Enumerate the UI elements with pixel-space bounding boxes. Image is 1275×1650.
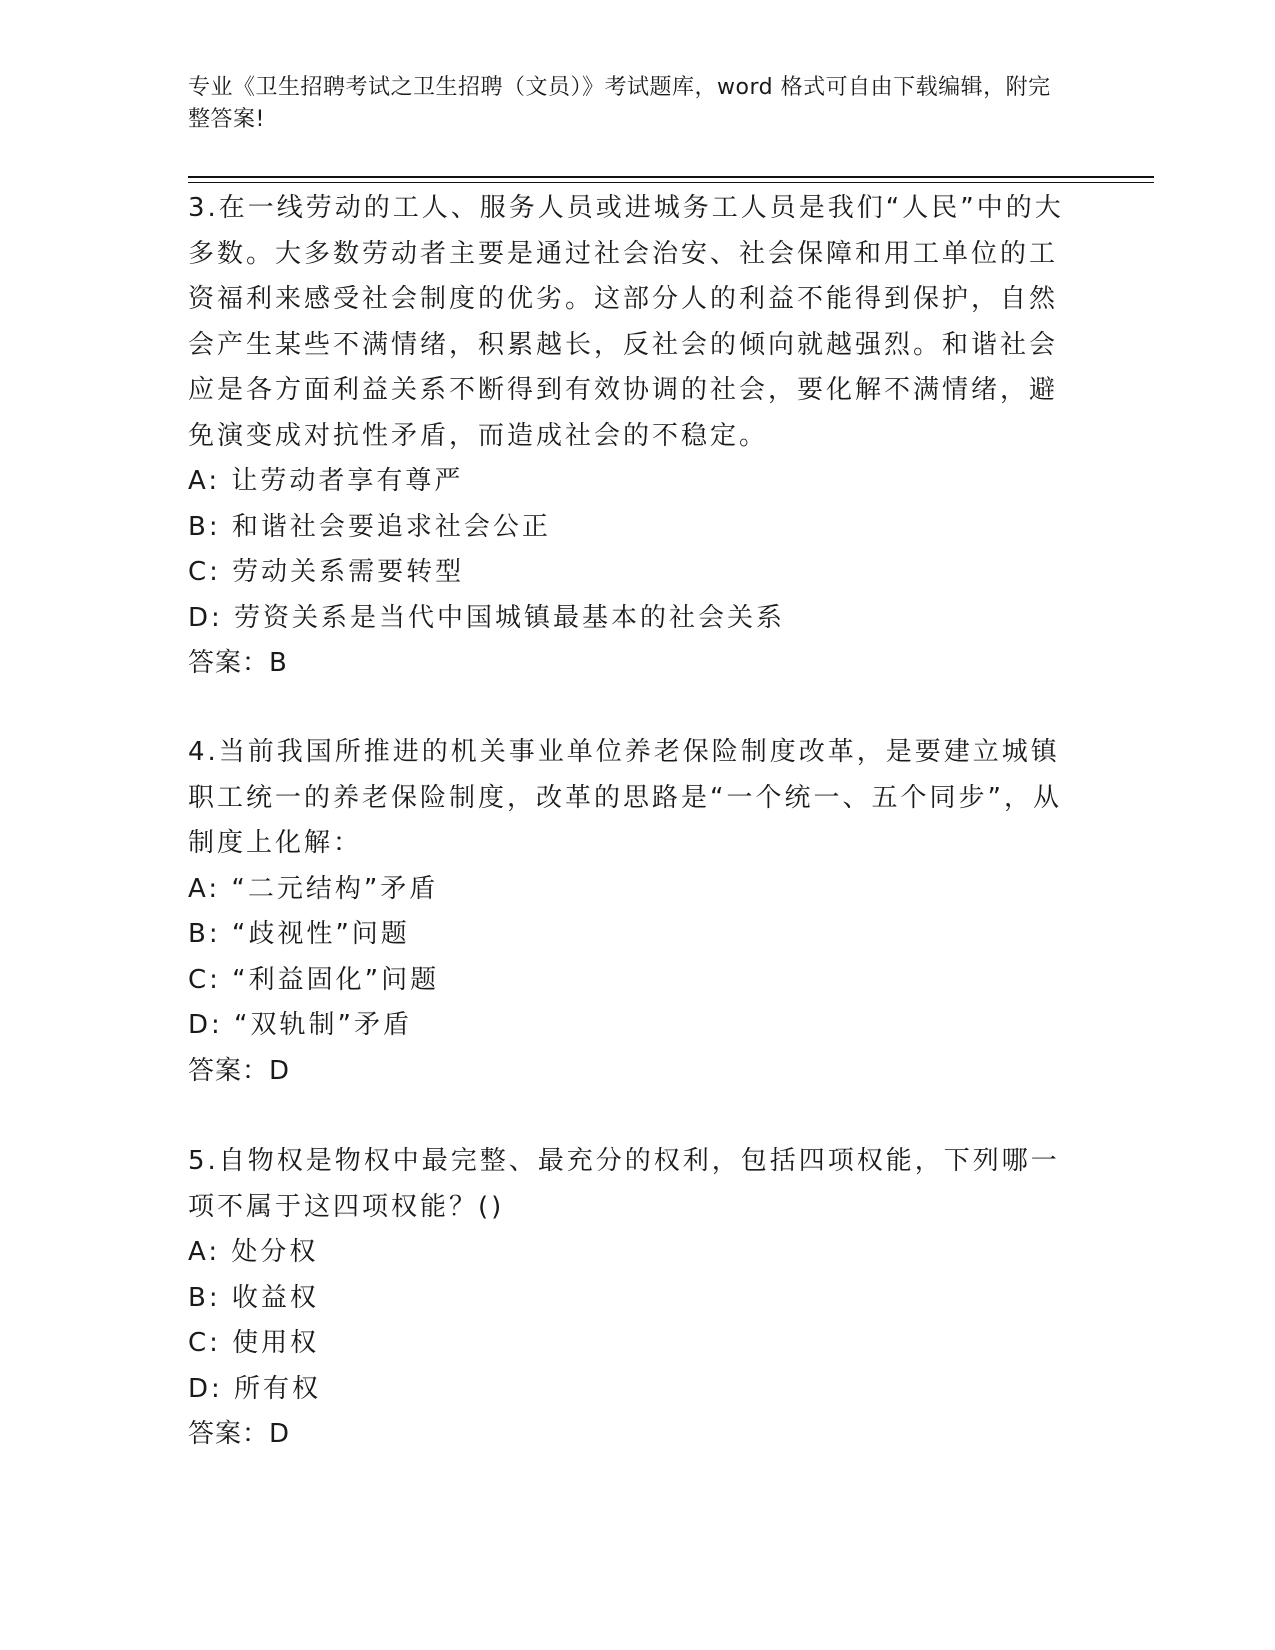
answer: 答案：B <box>188 648 288 678</box>
option-d: D: “双轨制”矛盾 <box>188 1010 412 1040</box>
option-a: A: “二元结构”矛盾 <box>188 873 439 904</box>
option-c: C: 使用权 <box>188 1328 320 1358</box>
question-stem: 4.当前我国所推进的机关事业单位养老保险制度改革，是要建立城镇职工统一的养老保险制度，改革的思路是“一个统一、五个同步”，从制度上化解： <box>188 737 1062 858</box>
option-a: A: 处分权 <box>188 1237 319 1267</box>
option-c: C: 劳动关系需要转型 <box>188 557 465 587</box>
option-b: B: 收益权 <box>188 1282 319 1313</box>
option-a: A: 让劳动者享有尊严 <box>188 466 464 496</box>
option-d: D: 劳资关系是当代中国城镇最基本的社会关系 <box>188 602 786 633</box>
option-c: C: “利益固化”问题 <box>188 964 440 995</box>
header-rule-thick <box>188 176 1154 178</box>
answer: 答案：D <box>188 1419 291 1449</box>
page-header: 专业《卫生招聘考试之卫生招聘（文员）》考试题库，word 格式可自由下载编辑，附完整答案! <box>188 75 1051 132</box>
answer: 答案：D <box>188 1055 291 1086</box>
question-stem: 5.自物权是物权中最完整、最充分的权利，包括四项权能，下列哪一项不属于这四项权能？() <box>188 1146 1060 1222</box>
question-5 <box>188 1139 1068 1458</box>
question-3 <box>188 186 1068 687</box>
header-rule-thin <box>188 182 1154 183</box>
question-4 <box>188 730 1068 1094</box>
option-d: D: 所有权 <box>188 1373 322 1404</box>
option-b: B: “歧视性”问题 <box>188 919 410 949</box>
option-b: B: 和谐社会要追求社会公正 <box>188 511 551 542</box>
question-stem: 3.在一线劳动的工人、服务人员或进城务工人员是我们“人民”中的大多数。大多数劳动者主要是通过社会治安、社会保障和用工单位的工资福利来感受社会制度的优劣。这部分人的利益不能得到保护，自然会产生某些不满情绪，积累越长，反社会的倾向就越强烈。和谐社会应是各方面利益关系不断得到有效协调的社会，要化解不满情绪，避免演变成对抗性矛盾，而造成社会的不稳定。 <box>188 193 1064 451</box>
